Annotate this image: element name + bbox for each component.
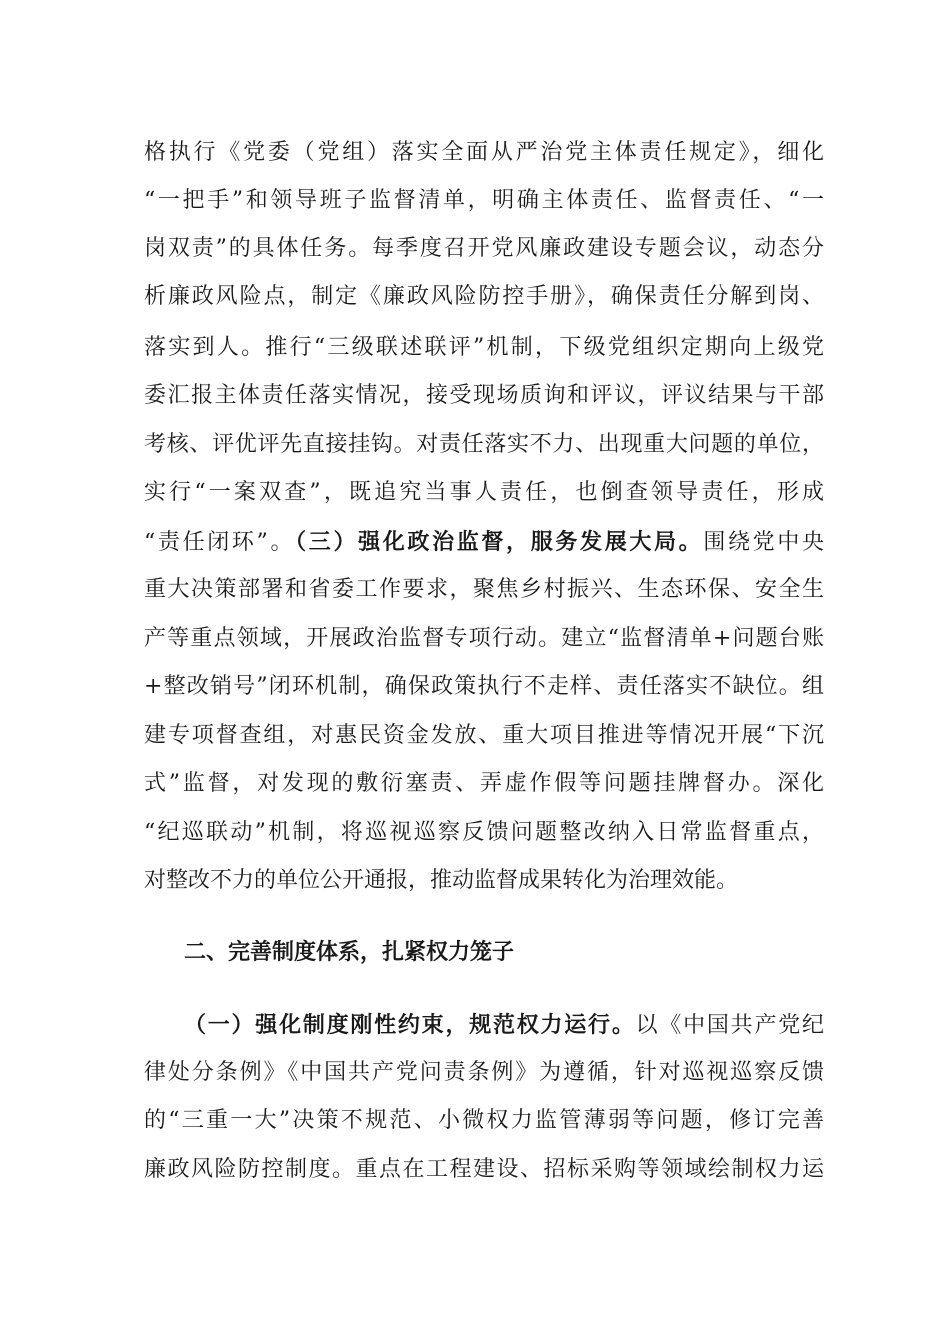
paragraph-line: 律处分条例》《中国共产党问责条例》为遵循，针对巡视巡察反馈 [144, 1060, 824, 1085]
paragraph-line: 格执行《党委（党组）落实全面从严治党主体责任规定》，细化 [144, 140, 824, 165]
paragraph-line: 的“三重一大”决策不规范、小微权力监管薄弱等问题，修订完善 [144, 1108, 824, 1133]
paragraph-line: 析廉政风险点，制定《廉政风险防控手册》，确保责任分解到岗、 [144, 284, 824, 309]
text-run: “责任闭环”。 [144, 530, 296, 555]
paragraph-line-with-subheading [144, 522, 824, 562]
paragraph-line: 重大决策部署和省委工作要求，聚焦乡村振兴、生态环保、安全生 [144, 577, 824, 602]
paragraph-line: 对整改不力的单位公开通报，推动监督成果转化为治理效能。 [144, 868, 739, 893]
paragraph-line: 实行“一案双查”，既追究当事人责任，也倒查领导责任，形成 [144, 480, 824, 505]
paragraph-line: 考核、评优评先直接挂钩。对责任落实不力、出现重大问题的单位， [144, 432, 824, 457]
paragraph-line: 岗双责”的具体任务。每季度召开党风廉政建设专题会议，动态分 [144, 236, 824, 261]
paragraph-line: 建专项督查组，对惠民资金发放、重大项目推进等情况开展“下沉 [144, 723, 824, 748]
paragraph-line: 落实到人。推行“三级联述联评”机制，下级党组织定期向上级党 [144, 335, 824, 360]
paragraph-line-with-subheading [184, 1005, 824, 1045]
text-run: 围绕党中央 [703, 530, 824, 555]
paragraph-line: +整改销号”闭环机制，确保政策执行不走样、责任落实不缺位。组 [144, 674, 824, 699]
paragraph-line: 产等重点领域，开展政治监督专项行动。建立“监督清单+问题台账 [144, 626, 824, 651]
paragraph-line: 式”监督，对发现的敷衍塞责、弄虚作假等问题挂牌督办。深化 [144, 771, 824, 796]
paragraph-line: “纪巡联动”机制，将巡视巡察反馈问题整改纳入日常监督重点， [144, 820, 824, 845]
subheading-one: （一）强化制度刚性约束，规范权力运行。 [184, 1012, 636, 1038]
text-run: 以《中国共产党纪 [635, 1013, 824, 1038]
paragraph-line: 廉政风险防控制度。重点在工程建设、招标采购等领域绘制权力运 [144, 1157, 824, 1182]
paragraph-line: 委汇报主体责任落实情况，接受现场质询和评议，评议结果与干部 [144, 383, 824, 408]
subheading-three: （三）强化政治监督，服务发展大局。 [295, 529, 704, 555]
paragraph-line: “一把手”和领导班子监督清单，明确主体责任、监督责任、“一 [144, 188, 824, 213]
section-heading: 二、完善制度体系，扎紧权力笼子 [184, 939, 515, 965]
